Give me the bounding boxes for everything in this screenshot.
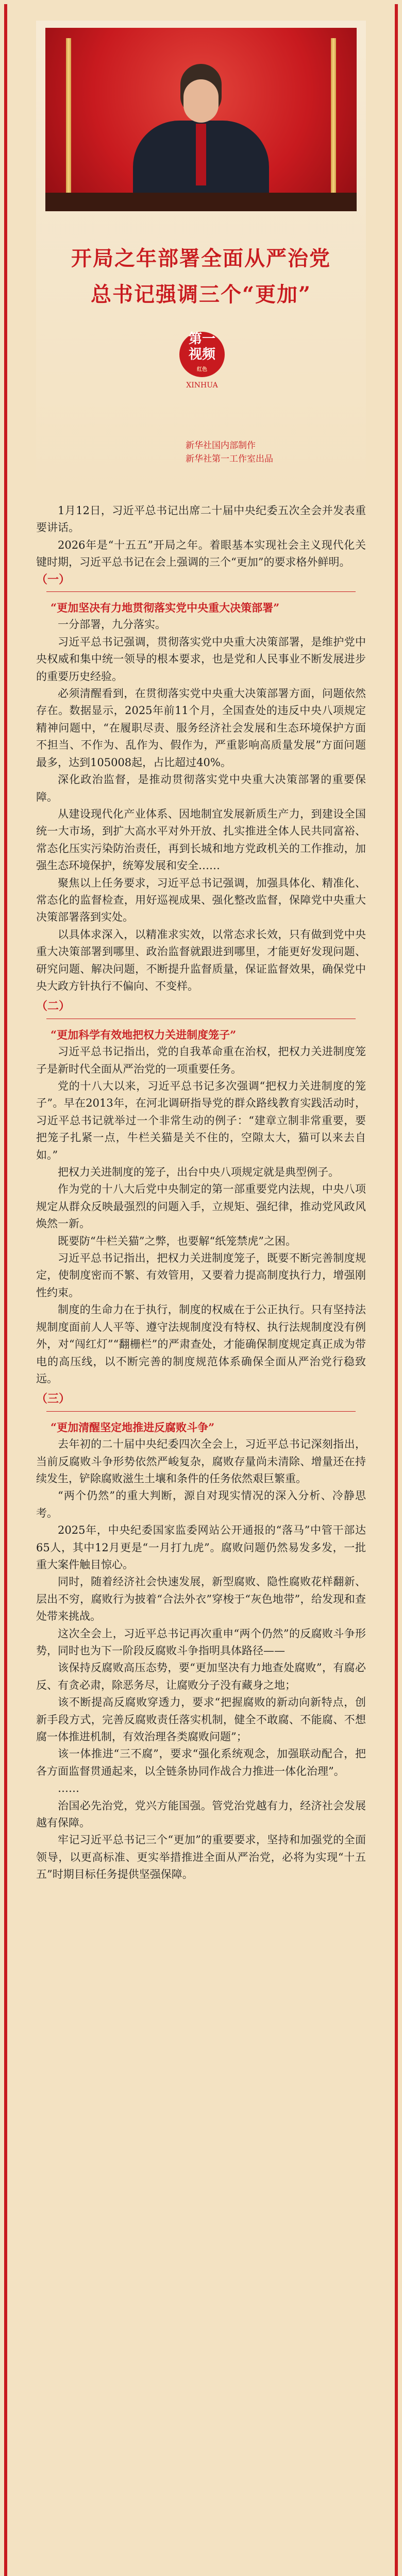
- body-paragraph: 必须清醒看到，在贯彻落实党中央重大决策部署方面，问题依然存在。数据显示，2025年前11个月，全国查处的违反中央八项规定精神问题中，“在履职尽责、服务经济社会发展和生态环境保护方面不担当、不作为、乱作为、假作为，严重影响高质量发展”方面问题最多，达到105008起，占比超过40%。: [36, 687, 366, 769]
- body-paragraph: 深化政治监督，是推动贯彻落实党中央重大决策部署的重要保障。: [36, 773, 366, 803]
- body-paragraph: 牢记习近平总书记三个“更加”的重要要求，坚持和加强党的全面领导，以更高标准、更实举措推进全面从严治党，必将为实现“十五五”时期目标任务提供坚强保障。: [36, 1834, 366, 1881]
- body-paragraph: 制度的生命力在于执行，制度的权威在于公正执行。只有坚持法规制度面前人人平等、遵守法规制度没有特权、执行法规制度没有例外，对“闯红灯”“翻栅栏”的严肃查处，才能确保制度规定真正成为带电的高压线，以不断完善的制度规范体系确保全面从严治党行稳致远。: [36, 1303, 366, 1385]
- body-paragraph: 习近平总书记指出，把权力关进制度笼子，既要不断完善制度规定，使制度密而不繁、有效管用，又要着力提高制度执行力，增强刚性约束。: [36, 1252, 366, 1299]
- body-paragraph: 这次全会上，习近平总书记再次重申“两个仍然”的反腐败斗争形势，同时也为下一阶段反腐败斗争指明具体路径——: [36, 1627, 366, 1657]
- section-number: （三）: [36, 1392, 71, 1406]
- article-body: [36, 502, 366, 1884]
- body-paragraph: 去年初的二十届中央纪委四次全会上，习近平总书记深刻指出，当前反腐败斗争形势依然严峻复杂，腐败存量尚未清除、增量还在持续发生，铲除腐败滋生土壤和条件的任务依然艰巨繁重。: [36, 1438, 366, 1485]
- body-paragraph: 习近平总书记指出，党的自我革命重在治权，把权力关进制度笼子是新时代全面从严治党的一项重要任务。: [36, 1045, 366, 1075]
- section-divider: [46, 1411, 356, 1412]
- body-paragraph: 该一体推进“三不腐”，要求“强化系统观念，加强联动配合，把各方面监督贯通起来，以全链条协同作战合力推进一体化治理”。: [36, 1748, 366, 1777]
- body-paragraph: 聚焦以上任务要求，习近平总书记强调，加强具体化、精准化、常态化的监督检查，用好巡视成果、强化整改监督，保障党中央重大决策部署落到实处。: [36, 876, 366, 924]
- body-paragraph: 从建设现代化产业体系、因地制宜发展新质生产力，到建设全国统一大市场，到扩大高水平对外开放、扎实推进全体人民共同富裕、常态化压实污染防治责任，再到长城和地方党政机关的工作推动，加强生态环境保护，统筹发展和安全……: [36, 807, 366, 872]
- body-paragraph: 把权力关进制度的笼子，出台中央八项规定就是典型例子。: [58, 1166, 339, 1179]
- body-paragraph: 该保持反腐败高压态势，要“更加坚决有力地查处腐败”，有腐必反、有贪必肃，除恶务尽，让腐败分子没有藏身之地；: [36, 1662, 366, 1691]
- page-title-line-2: 总书记强调三个“更加”: [90, 282, 311, 307]
- section-number: （二）: [36, 999, 71, 1013]
- seal-caption: XINHUA: [186, 381, 218, 389]
- body-paragraph: 2025年，中央纪委国家监委网站公开通报的“落马”中管干部达65人，其中12月更是“一月打九虎”。腐败问题仍然易发多发，一批重大案件触目惊心。: [36, 1524, 366, 1571]
- body-paragraph: 同时，随着经济社会快速发展，新型腐败、隐性腐败花样翻新、层出不穷，腐败行为披着“合法外衣”穿梭于“灰色地带”，给发现和查处带来挑战。: [36, 1575, 366, 1623]
- body-paragraph: 作为党的十八大后党中央制定的第一部重要党内法规，中央八项规定从群众反映最强烈的问题入手，立规矩、强纪律，推动党风政风焕然一新。: [36, 1183, 366, 1230]
- podium: [45, 193, 357, 211]
- flag-pole-left: [66, 38, 71, 193]
- section-heading: “更加清醒坚定地推进反腐败斗争”: [51, 1420, 215, 1434]
- section-heading: “更加坚决有力地贯彻落实党中央重大决策部署”: [51, 601, 280, 615]
- section-number: （一）: [36, 572, 71, 586]
- section-divider: [46, 591, 356, 592]
- body-paragraph: “两个仍然”的重大判断，源自对现实情况的深入分析、冷静思考。: [36, 1489, 366, 1519]
- intro-paragraph: 2026年是“十五五”开局之年。着眼基本实现社会主义现代化关键时期，习近平总书记在会上强调的三个“更加”的要求格外鲜明。: [36, 538, 366, 569]
- body-paragraph: 以具体求深入，以精准求实效，以常态求长效，只有做到党中央重大决策部署到哪里、政治监督就跟进到哪里，才能更好发现问题、研究问题、解决问题，不断提升监督质量，保证监督效果，确保党中央大政方针执行不偏向、不变样。: [36, 928, 366, 992]
- body-paragraph: 党的十八大以来，习近平总书记多次强调“把权力关进制度的笼子”。早在2013年，在河北调研指导党的群众路线教育实践活动时，习近平总书记就举过一个非常生动的例子：“建章立制非常重要，要把笼子扎紧一点，牛栏关猫是关不住的，空隙太大，猫可以来去自如。”: [36, 1080, 366, 1161]
- flag-pole-right: [331, 38, 336, 193]
- section-heading: “更加科学有效地把权力关进制度笼子”: [51, 1028, 237, 1041]
- body-paragraph: 治国必先治党，党兴方能国强。管党治党越有力，经济社会发展越有保障。: [36, 1799, 366, 1829]
- page-title-line-1: 开局之年部署全面从严治党: [71, 246, 331, 270]
- header-photo: [45, 28, 357, 211]
- body-paragraph: 既要防“牛栏关猫”之弊，也要解“纸笼禁虎”之困。: [58, 1234, 296, 1247]
- credit-line-1: 新华社国内部制作: [186, 440, 256, 451]
- header-banner: [36, 21, 366, 495]
- body-paragraph: 一分部署，九分落实。: [58, 618, 166, 631]
- intro-paragraph: 1月12日，习近平总书记出席二十届中央纪委五次全会并发表重要讲话。: [36, 504, 366, 534]
- body-paragraph: 习近平总书记强调，贯彻落实党中央重大决策部署，是维护党中央权威和集中统一领导的根本要求，也是党和人民事业不断发展进步的重要历史经验。: [36, 635, 366, 683]
- body-paragraph: 该不断提高反腐败穿透力，要求“把握腐败的新动向新特点，创新手段方式，完善反腐败责任落实机制，健全不敢腐、不能腐、不想腐一体推进机制，有效治理各类腐败问题”；: [36, 1696, 366, 1743]
- brand-seal: 第一 视频 红色: [179, 332, 225, 377]
- credit-line-2: 新华社第一工作室出品: [186, 454, 273, 464]
- body-paragraph: ……: [58, 1782, 79, 1795]
